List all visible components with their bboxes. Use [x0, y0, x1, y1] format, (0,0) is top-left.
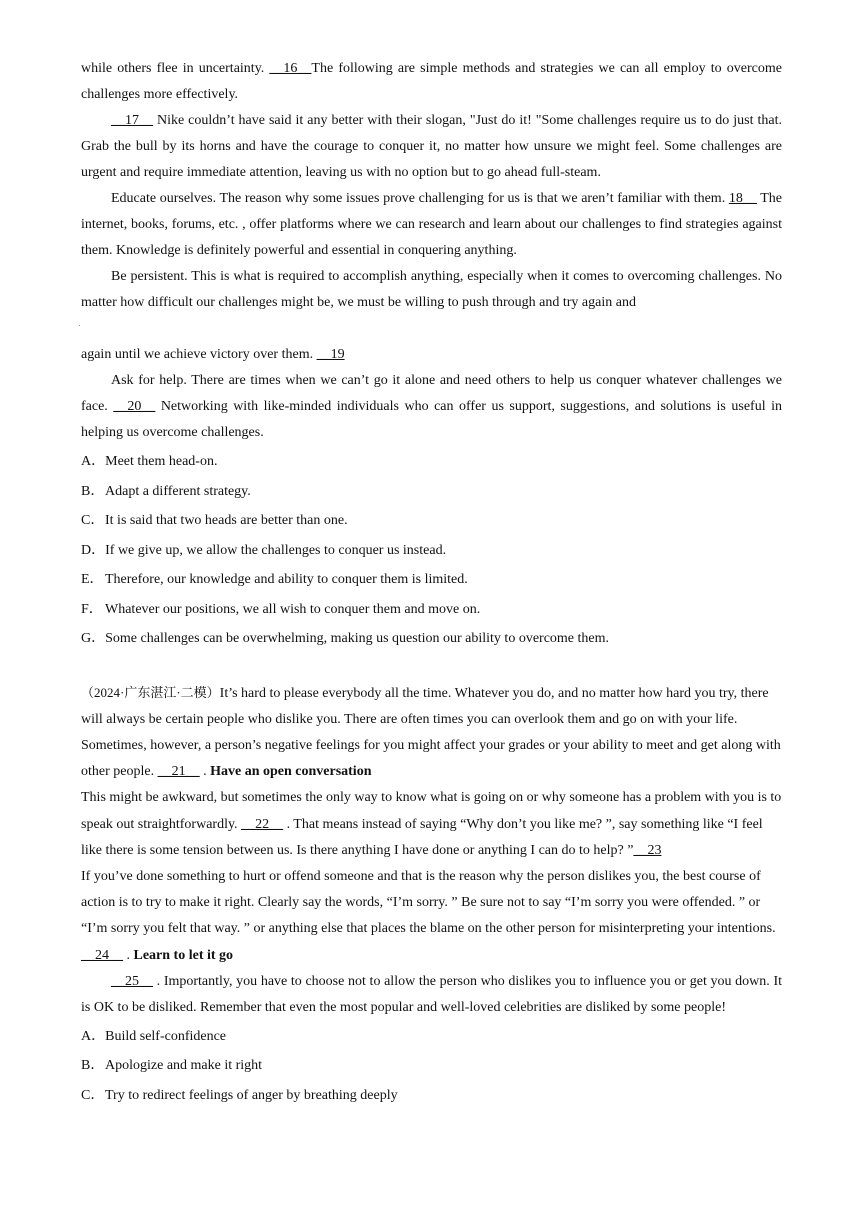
- blank-24[interactable]: __24__: [81, 947, 123, 963]
- blank-22[interactable]: __22__: [241, 816, 284, 832]
- option2-c[interactable]: C．Try to redirect feelings of anger by breathing deeply: [81, 1087, 398, 1103]
- source-tag: （2024·广东湛江·二模）: [81, 684, 220, 700]
- blank-23[interactable]: __23: [633, 842, 662, 858]
- page-break-gap: [81, 316, 782, 342]
- blank-18[interactable]: 18__: [728, 191, 757, 206]
- blank-17[interactable]: __17__: [111, 113, 153, 128]
- blank-19[interactable]: __19: [316, 347, 345, 362]
- stray-dot: [79, 325, 80, 326]
- document-page: [81, 56, 782, 1110]
- option-a[interactable]: A．Meet them head-on.: [81, 454, 218, 469]
- option-d[interactable]: D．If we give up, we allow the challenges to conquer us instead.: [81, 542, 447, 558]
- option2-b[interactable]: B．Apologize and make it right: [81, 1058, 263, 1074]
- passage1-options: [81, 447, 782, 654]
- option-e[interactable]: E．Therefore, our knowledge and ability to conquer them is limited.: [81, 572, 468, 587]
- passage2-options: [81, 1022, 782, 1111]
- passage2: [81, 680, 782, 1111]
- blank-21[interactable]: __21__: [157, 764, 200, 780]
- option-c[interactable]: C．It is said that two heads are better than one.: [81, 513, 348, 528]
- passage1-paragraph-3-continued: again until we achieve victory over them. __19: [81, 347, 345, 362]
- passage2-paragraph-1: This might be awkward, but sometimes the only way to know what is going on or why someone has a problem with you is to speak out straightforwardly. __22__ . That means instead of saying “Why don’t you like me? ”, say something like “I feel like there is some tension between us. Is there anything I have done or anything I can do to help? ”__23: [81, 790, 782, 858]
- passage1-paragraph-4: Ask for help. There are times when we can’t go it alone and need others to help us conquer whatever challenges we face. __20__ Networking with like-minded individuals who can offer us support, suggestions, and solutions is useful in helping us overcome challenges.: [81, 373, 782, 440]
- passage1-paragraph-3: Be persistent. This is what is required to accomplish anything, especially when it comes to overcoming challenges. No matter how difficult our challenges might be, we must be willing to push through and try again and: [81, 269, 782, 310]
- passage2-paragraph-2: If you’ve done something to hurt or offend someone and that is the reason why the person dislikes you, the best course of action is to try to make it right. Clearly say the words, “I’m sorry. ” Be sure not to say “I’m sorry you were offended. ” or “I’m sorry you felt that way. ” or anything else that places the blame on the other person for misinterpreting your intentions. __24__ . Learn to let it go: [81, 868, 776, 963]
- heading-let-it-go: Learn to let it go: [133, 947, 234, 963]
- option-g[interactable]: G．Some challenges can be overwhelming, making us question our ability to overcome them.: [81, 631, 610, 646]
- blank-25[interactable]: __25__: [111, 973, 153, 989]
- heading-open-conversation: Have an open conversation: [210, 764, 372, 780]
- option-f[interactable]: F． Whatever our positions, we all wish to conquer them and move on.: [81, 601, 481, 617]
- passage1-paragraph-1: __17__ Nike couldn’t have said it any better with their slogan, "Just do it! "Some challenges require us to do just that. Grab the bull by its horns and have the courage to conquer it, no matter how unsure we might feel. Some challenges are urgent and require immediate attention, leaving us with no option but to go ahead full-steam.: [81, 113, 782, 180]
- passage1-paragraph-2: Educate ourselves. The reason why some issues prove challenging for us is that we aren’t familiar with them. 18__ The internet, books, forums, etc. , offer platforms where we can research and learn about our challenges to find strategies against them. Knowledge is definitely powerful and essential in conquering anything.: [81, 191, 782, 258]
- passage2-paragraph-3: __25__ . Importantly, you have to choose not to allow the person who dislikes you to influence you or get you down. It is OK to be disliked. Remember that even the most popular and well-loved celebrities are disliked by some people!: [81, 973, 782, 1015]
- passage1-paragraph-0: while others flee in uncertainty. __16__The following are simple methods and strategies we can all employ to overcome challenges more effectively.: [81, 61, 782, 102]
- blank-20[interactable]: __20__: [113, 399, 156, 414]
- option2-a[interactable]: A．Build self-confidence: [81, 1028, 227, 1044]
- option-b[interactable]: B．Adapt a different strategy.: [81, 483, 251, 499]
- passage2-paragraph-0: （2024·广东湛江·二模）It’s hard to please everybody all the time. Whatever you do, and no matter how hard you try, there will always be certain people who dislike you. There are often times you can overlook them and go on with your life. Sometimes, however, a person’s negative feelings for you might affect your grades or your ability to meet and get along with other people. __21__ . Have an open conversation: [81, 684, 781, 780]
- blank-16[interactable]: __16__: [269, 61, 312, 76]
